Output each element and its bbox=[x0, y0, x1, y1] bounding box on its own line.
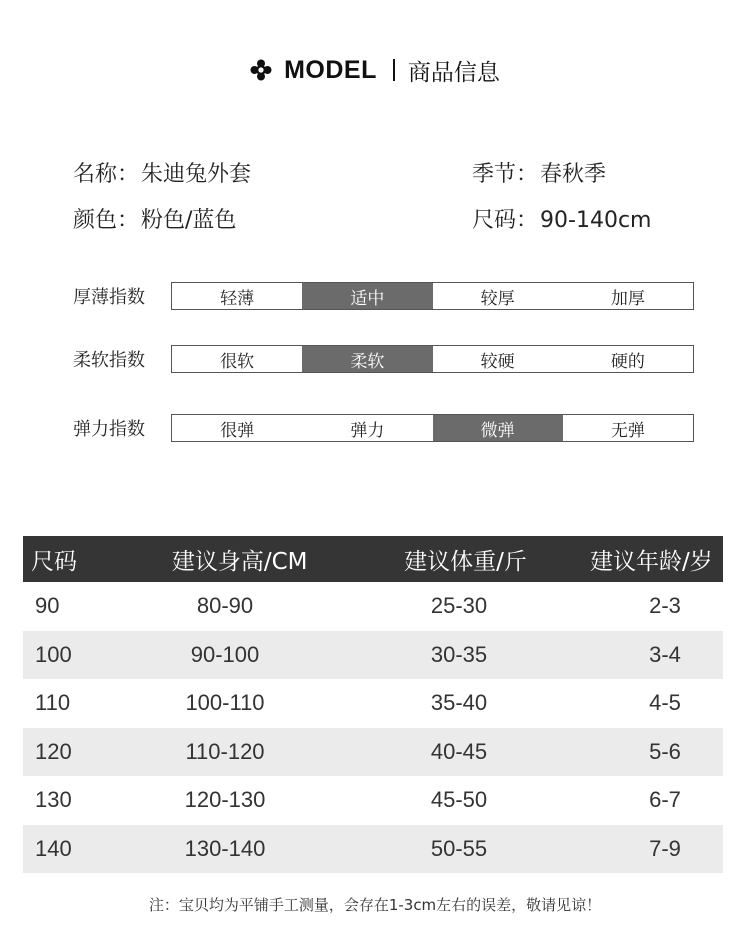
index-cell: 微弹 bbox=[433, 415, 563, 441]
thickness-index bbox=[73, 282, 694, 310]
cell-weight: 45-50 bbox=[430, 787, 488, 813]
size-chart-table bbox=[23, 536, 723, 873]
index-cell: 较厚 bbox=[480, 288, 515, 309]
name-value: 朱迪兔外套 bbox=[141, 162, 252, 187]
cell-height: 100-110 bbox=[185, 690, 265, 716]
cell-age: 5-6 bbox=[649, 738, 681, 764]
color-label: 颜色： bbox=[73, 208, 140, 233]
name-label: 名称： bbox=[73, 162, 140, 187]
index-cell: 硬的 bbox=[610, 351, 645, 372]
cell-weight: 35-40 bbox=[430, 690, 488, 716]
color-value: 粉色/蓝色 bbox=[141, 208, 237, 233]
size-label: 尺码： bbox=[472, 208, 539, 233]
index-cell: 轻薄 bbox=[220, 288, 255, 309]
cell-age: 2-3 bbox=[649, 593, 681, 619]
table-row bbox=[23, 582, 723, 631]
cell-weight: 40-45 bbox=[430, 738, 488, 764]
info-season bbox=[472, 157, 606, 188]
cell-age: 6-7 bbox=[649, 787, 681, 813]
cell-height: 130-140 bbox=[184, 835, 266, 861]
cell-weight: 25-30 bbox=[430, 593, 488, 619]
index-cell: 很软 bbox=[220, 351, 255, 372]
measurement-note: 注：宝贝均为平铺手工测量，会存在1-3cm左右的误差，敬请见谅！ bbox=[148, 896, 602, 914]
elasticity-scale bbox=[171, 414, 694, 442]
elasticity-index bbox=[73, 414, 694, 442]
index-cell: 适中 bbox=[302, 283, 432, 309]
index-cell: 较硬 bbox=[480, 351, 515, 372]
cell-age: 7-9 bbox=[649, 835, 681, 861]
elasticity-index-label: 弹力指数 bbox=[73, 419, 145, 440]
table-row bbox=[23, 631, 723, 680]
header-weight: 建议体重/斤 bbox=[404, 548, 527, 575]
cell-size: 100 bbox=[35, 641, 72, 667]
cell-size: 140 bbox=[35, 835, 72, 861]
header-divider bbox=[393, 59, 395, 81]
info-name bbox=[73, 157, 251, 188]
index-cell: 弹力 bbox=[350, 420, 385, 441]
season-label: 季节： bbox=[472, 162, 539, 187]
header-age: 建议年龄/岁 bbox=[589, 548, 713, 575]
cell-height: 80-90 bbox=[196, 593, 254, 619]
cell-age: 3-4 bbox=[649, 641, 681, 667]
info-size bbox=[472, 203, 651, 234]
softness-scale bbox=[171, 345, 694, 373]
cell-size: 90 bbox=[35, 593, 60, 619]
page-title: 商品信息 bbox=[407, 59, 500, 86]
softness-index bbox=[73, 345, 694, 373]
cell-size: 130 bbox=[35, 787, 72, 813]
header-height: 建议身高/CM bbox=[171, 548, 308, 575]
thickness-index-label: 厚薄指数 bbox=[73, 287, 145, 308]
index-cell: 加厚 bbox=[610, 288, 645, 309]
info-color bbox=[73, 203, 236, 234]
season-value: 春秋季 bbox=[540, 162, 607, 187]
cell-size: 110 bbox=[35, 690, 71, 716]
table-header-row bbox=[23, 536, 723, 582]
header-size: 尺码 bbox=[31, 548, 77, 575]
index-cell: 很弹 bbox=[220, 420, 255, 441]
brand-name: MODEL bbox=[284, 55, 377, 84]
cell-weight: 50-55 bbox=[430, 835, 488, 861]
cell-weight: 30-35 bbox=[430, 641, 488, 667]
cell-height: 120-130 bbox=[184, 787, 266, 813]
cell-height: 90-100 bbox=[190, 641, 260, 667]
index-cell: 柔软 bbox=[302, 346, 432, 372]
softness-index-label: 柔软指数 bbox=[73, 350, 145, 371]
index-cell: 无弹 bbox=[610, 420, 645, 441]
cell-age: 4-5 bbox=[649, 690, 681, 716]
table-row bbox=[23, 728, 723, 777]
thickness-scale bbox=[171, 282, 694, 310]
page-header bbox=[0, 52, 750, 88]
size-value: 90-140cm bbox=[540, 208, 652, 233]
cell-size: 120 bbox=[35, 738, 72, 764]
cell-height: 110-120 bbox=[185, 738, 265, 764]
flower-logo-icon bbox=[250, 59, 272, 81]
table-row bbox=[23, 679, 723, 728]
table-row bbox=[23, 776, 723, 825]
table-row bbox=[23, 825, 723, 874]
